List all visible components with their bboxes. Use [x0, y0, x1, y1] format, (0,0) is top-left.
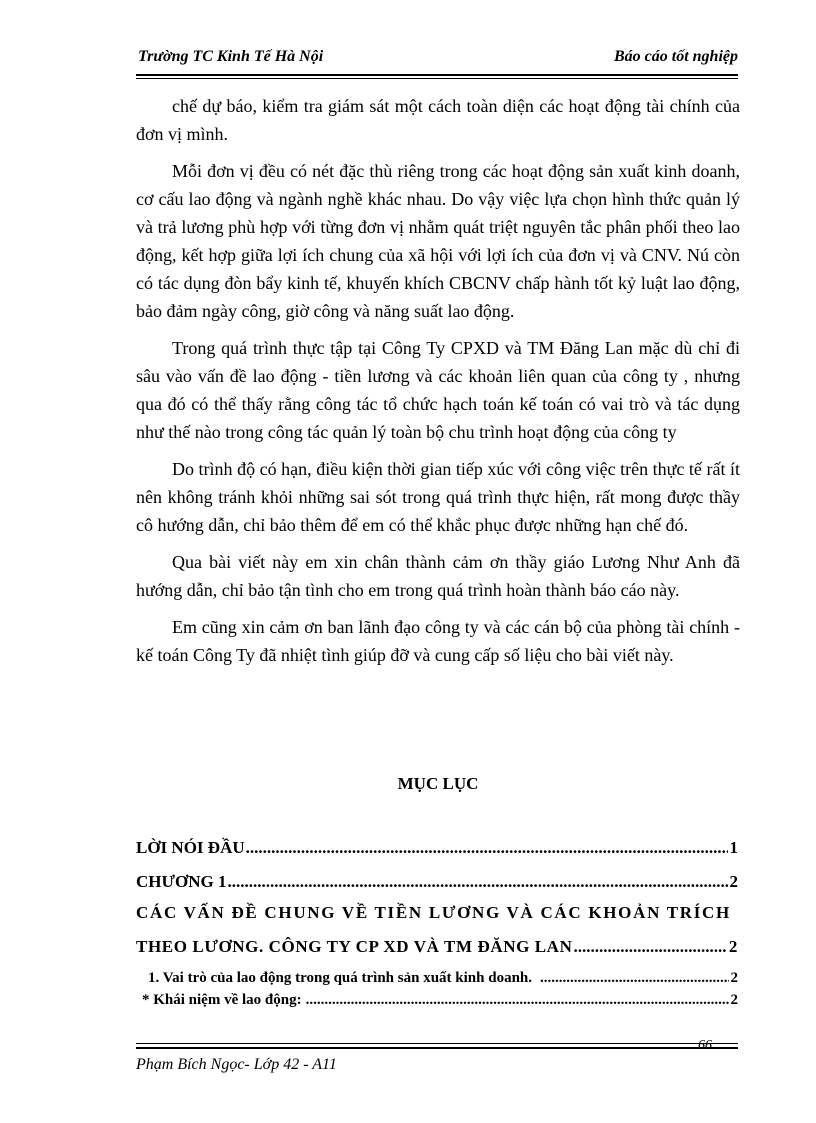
- paragraph-1: chế dự báo, kiểm tra giám sát một cách toàn diện các hoạt động tài chính của đơn vị mình.: [136, 96, 740, 144]
- toc-entry-page: 2: [728, 937, 738, 956]
- toc-entry[interactable]: [136, 872, 738, 892]
- toc-entry-page: 1: [729, 838, 738, 857]
- toc-leader-dots: [228, 872, 728, 892]
- toc-entry[interactable]: [136, 838, 738, 858]
- paragraph-3: Trong quá trình thực tập tại Công Ty CPXD và TM Đăng Lan mặc dù chỉ đi sâu vào vấn đề lao động - tiền lương và các khoản liên quan của công ty , nhưng qua đó có thể thấy rằng công tác tổ chức hạch toán kế toán có vai trò và tác dụng như thế nào trong công tác quản lý toàn bộ chu trình hoạt động của công ty: [136, 338, 740, 442]
- header-rule: [136, 74, 738, 76]
- toc-entry-page: 2: [729, 872, 738, 891]
- toc-entry-label: 1. Vai trò của lao động trong quá trình sản xuất kinh doanh.: [148, 970, 533, 986]
- toc-entry-label: * Khái niệm về lao động:: [142, 992, 302, 1008]
- toc-leader-dots: [246, 838, 728, 858]
- header-school-name: Trường TC Kinh Tế Hà Nội: [138, 48, 324, 65]
- toc-leader-dots: [573, 937, 726, 957]
- footer-rule: [136, 1047, 738, 1049]
- footer-rule-thin: [136, 1043, 738, 1044]
- toc-title: MỤC LỤC: [397, 774, 479, 793]
- header-report-title: Báo cáo tốt nghiệp: [613, 48, 738, 65]
- toc-entry[interactable]: [136, 903, 738, 923]
- toc-entry[interactable]: [148, 970, 738, 987]
- header-rule-thin: [136, 78, 738, 79]
- page-header: [136, 46, 738, 72]
- toc-entry-label: LỜI NÓI ĐẦU: [136, 838, 245, 857]
- body-text: [136, 92, 740, 678]
- toc-leader-dots: [540, 970, 728, 987]
- toc-entry-label: CHƯƠNG 1: [136, 872, 227, 891]
- toc-entry-label: THEO LƯƠNG. CÔNG TY CP XD VÀ TM ĐĂNG LAN: [136, 937, 573, 956]
- paragraph-5: Qua bài viết này em xin chân thành cảm ơn thầy giáo Lương Như Anh đã hướng dẫn, chỉ bảo tận tình cho em trong quá trình hoàn thành báo cáo này.: [136, 552, 740, 600]
- toc-entry[interactable]: [142, 992, 738, 1009]
- paragraph-6: Em cũng xin cảm ơn ban lãnh đạo công ty và các cán bộ của phòng tài chính - kế toán Công Ty đã nhiệt tình giúp đỡ và cung cấp số liệu cho bài viết này.: [136, 617, 740, 665]
- page-number: 66: [698, 1038, 712, 1053]
- toc-entry-page: 2: [730, 992, 738, 1008]
- paragraph-4: Do trình độ có hạn, điều kiện thời gian tiếp xúc với công việc trên thực tế rất ít nên không tránh khỏi những sai sót trong quá trình thực hiện, rất mong được thầy cô hướng dẫn, chỉ bảo thêm để em có thể khắc phục được những hạn chế đó.: [136, 459, 740, 535]
- paragraph-2: Mỗi đơn vị đều có nét đặc thù riêng trong các hoạt động sản xuất kinh doanh, cơ cấu lao động và ngành nghề khác nhau. Do vậy việc lựa chọn hình thức quản lý và trả lương phù hợp với từng đơn vị nhằm quát triệt nguyên tắc phân phối theo lao động, kết hợp giữa lợi ích chung của xã hội với lợi ích của đơn vị và CNV. Nú còn có tác dụng đòn bẩy kinh tế, khuyến khích CBCNV chấp hành tốt kỷ luật lao động, bảo đảm ngày công, giờ công và năng suất lao động.: [136, 161, 740, 321]
- toc-leader-dots: [306, 992, 729, 1009]
- toc-entry-label: CÁC VẤN ĐỀ CHUNG VỀ TIỀN LƯƠNG VÀ CÁC KHOẢN TRÍCH: [136, 903, 731, 922]
- footer-author: Phạm Bích Ngọc- Lớp 42 - A11: [136, 1056, 337, 1073]
- toc-entry[interactable]: [136, 937, 738, 957]
- toc-entry-page: 2: [730, 970, 738, 986]
